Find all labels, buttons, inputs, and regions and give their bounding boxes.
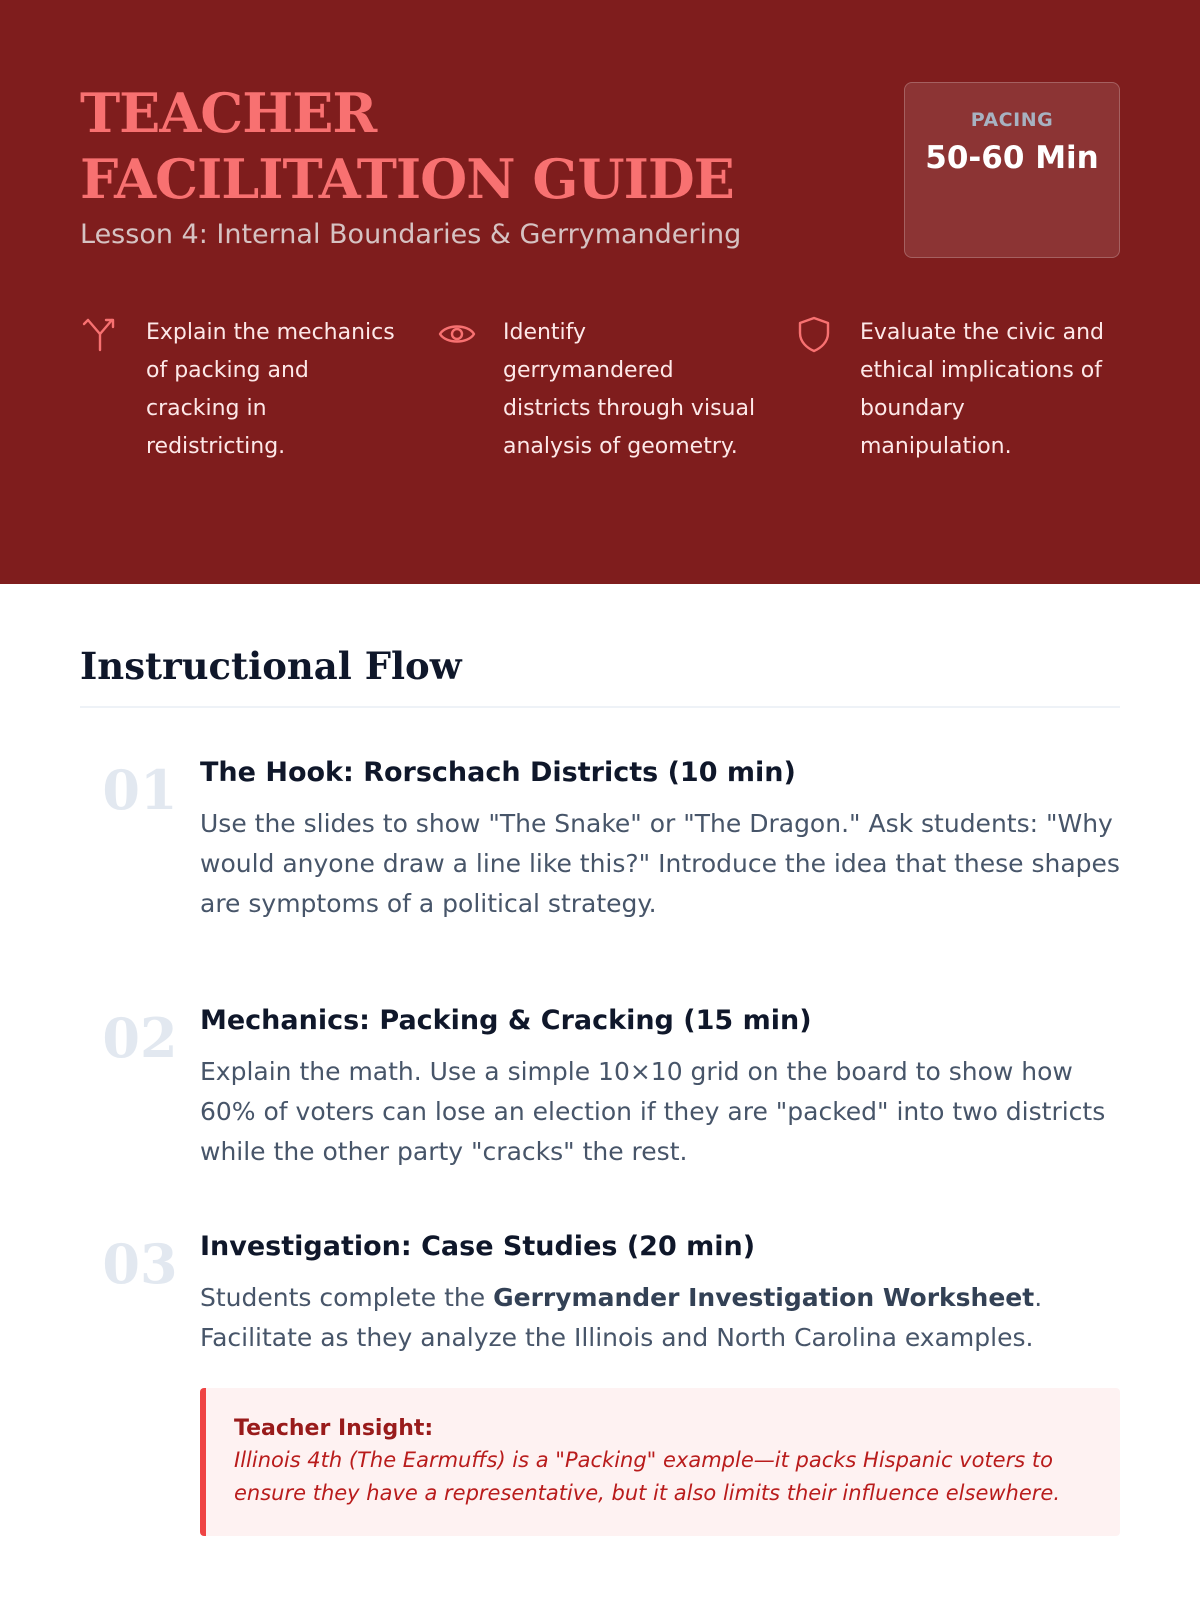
objective-text: Explain the mechanics of packing and cracking in redistricting.: [146, 320, 395, 459]
pacing-card: [904, 82, 1120, 258]
pacing-value: 50-60 Min: [925, 140, 1099, 176]
flow-step: [80, 756, 1120, 924]
step-description: Use the slides to show "The Snake" or "The Dragon." Ask students: "Why would anyone draw a line like this?" Introduce the idea that these shapes are symptoms of a political strategy.: [200, 809, 1120, 918]
step-title: The Hook: Rorschach Districts (10 min): [200, 757, 796, 788]
section-title: Instructional Flow: [80, 644, 1120, 708]
page-title: TEACHER FACILITATION GUIDE: [80, 81, 734, 211]
step-description: [200, 1278, 1120, 1358]
step-body: [200, 1230, 1120, 1536]
lesson-subtitle: Lesson 4: Internal Boundaries & Gerrymandering: [80, 219, 742, 250]
step-number: 01: [102, 758, 178, 822]
step-description-text: . Facilitate as they analyze the Illinois and North Carolina examples.: [200, 1283, 1043, 1352]
worksheet-name: Gerrymander Investigation Worksheet: [493, 1283, 1035, 1312]
step-body: [200, 756, 1120, 924]
step-title: Investigation: Case Studies (20 min): [200, 1231, 756, 1262]
step-body: [200, 1004, 1120, 1172]
main-content: [0, 584, 1200, 1536]
step-title: Mechanics: Packing & Cracking (15 min): [200, 1005, 812, 1036]
flow-step: [80, 1004, 1120, 1172]
learning-objectives: [80, 314, 1120, 466]
eye-icon: [437, 314, 481, 354]
hero-header: [0, 0, 1200, 584]
teacher-insight-callout: [200, 1388, 1120, 1536]
objective-item: [794, 314, 1120, 466]
pacing-label: PACING: [970, 109, 1054, 131]
step-description: Explain the math. Use a simple 10×10 grid on the board to show how 60% of voters can lose an election if they are "packed" into two districts while the other party "cracks" the rest.: [200, 1057, 1106, 1166]
insight-label: Teacher Insight:: [234, 1416, 434, 1441]
objective-text: Identify gerrymandered districts through visual analysis of geometry.: [503, 320, 756, 459]
objective-item: [80, 314, 406, 466]
insight-text: Illinois 4th (The Earmuffs) is a "Packing" example—it packs Hispanic voters to ensure they have a representative, but it also limits their influence elsewhere.: [234, 1448, 1061, 1505]
flow-step: [80, 1230, 1120, 1536]
step-number: 03: [102, 1232, 178, 1296]
objective-item: [437, 314, 763, 466]
shield-icon: [794, 314, 838, 354]
objective-text: Evaluate the civic and ethical implications of boundary manipulation.: [860, 320, 1105, 459]
step-description-text: Students complete the: [200, 1283, 494, 1312]
split-arrow-icon: [80, 314, 124, 354]
step-number: 02: [102, 1006, 178, 1070]
